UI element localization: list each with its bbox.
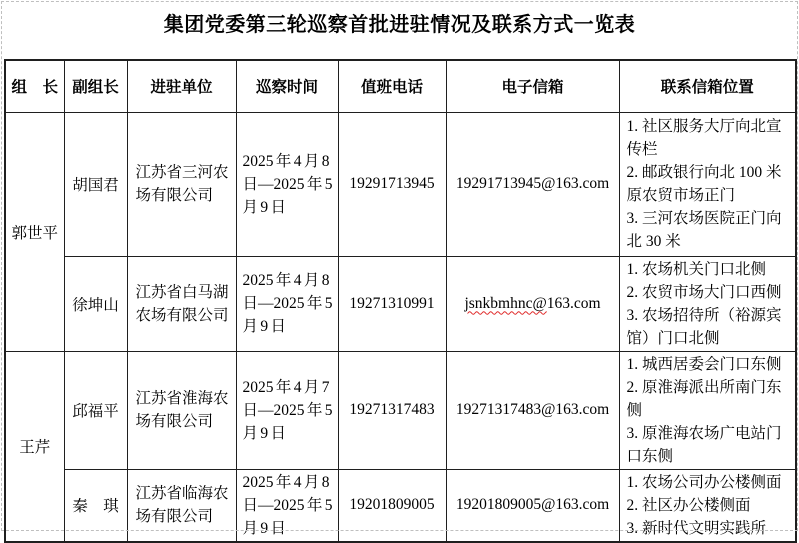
inspection-table	[4, 59, 797, 543]
location-item: 3. 原淮海农场广电站门口东侧	[626, 424, 782, 465]
location-item: 1. 农场机关门口北侧	[626, 260, 767, 278]
period-cell: 2025 年 4 月 8 日—2025 年 5 月 9 日	[236, 256, 338, 351]
location-item: 2. 社区办公楼侧面	[626, 496, 751, 514]
leader-name-cell: 郭世平	[5, 112, 64, 351]
table-row	[5, 351, 796, 469]
location-item: 3. 农场招待所（裕源宾馆）门口北侧	[626, 306, 782, 347]
unit-cell: 江苏省三河农场有限公司	[127, 112, 236, 256]
location-item: 3. 新时代文明实践所	[626, 519, 767, 537]
table-row	[5, 469, 796, 542]
locations-cell	[619, 112, 796, 256]
phone-cell: 19201809005	[338, 469, 446, 542]
email-cell	[446, 256, 619, 351]
period-cell: 2025 年 4 月 8 日—2025 年 5 月 9 日	[236, 112, 338, 256]
locations-cell	[619, 256, 796, 351]
location-item: 1. 农场公司办公楼侧面	[626, 473, 782, 491]
unit-cell: 江苏省临海农场有限公司	[127, 469, 236, 542]
location-item: 3. 三河农场医院正门向北 30 米	[626, 210, 782, 250]
unit-cell: 江苏省白马湖农场有限公司	[127, 256, 236, 351]
locations-cell	[619, 351, 796, 469]
location-item: 2. 原淮海派出所南门东侧	[626, 378, 782, 419]
period-cell: 2025 年 4 月 7 日—2025 年 5 月 9 日	[236, 351, 338, 469]
location-item: 2. 邮政银行向北 100 米原农贸市场正门	[626, 164, 782, 204]
locations-cell	[619, 469, 796, 542]
header-cell-email: 电子信箱	[446, 60, 619, 112]
table-row	[5, 112, 796, 256]
email-misspelled-part: jsnkbmhnc@	[464, 294, 547, 312]
phone-cell: 19271317483	[338, 351, 446, 469]
unit-cell: 江苏省淮海农场有限公司	[127, 351, 236, 469]
table-header-row	[5, 60, 796, 112]
email-cell: 19291713945@163.com	[446, 112, 619, 256]
page-title: 集团党委第三轮巡察首批进驻情况及联系方式一览表	[163, 14, 636, 36]
email-cell: 19201809005@163.com	[446, 469, 619, 542]
header-cell-period: 巡察时间	[236, 60, 338, 112]
header-cell-unit: 进驻单位	[127, 60, 236, 112]
location-item: 2. 农贸市场大门口西侧	[626, 283, 782, 301]
header-cell-deputy: 副组长	[64, 60, 127, 112]
table-row	[5, 256, 796, 351]
period-cell: 2025 年 4 月 8 日—2025 年 5 月 9 日	[236, 469, 338, 542]
location-item: 1. 社区服务大厅向北宣传栏	[626, 118, 782, 158]
leader-name-cell: 王芹	[5, 351, 64, 542]
phone-cell: 19271310991	[338, 256, 446, 351]
deputy-name-cell: 徐坤山	[64, 256, 127, 351]
location-item: 1. 城西居委会门口东侧	[626, 355, 782, 373]
deputy-name-cell: 秦 琪	[64, 469, 127, 542]
email-cell: 19271317483@163.com	[446, 351, 619, 469]
header-cell-leader: 组 长	[5, 60, 64, 112]
phone-cell: 19291713945	[338, 112, 446, 256]
email-domain-part: 163.com	[546, 294, 601, 312]
header-cell-location: 联系信箱位置	[619, 60, 796, 112]
deputy-name-cell: 邱福平	[64, 351, 127, 469]
deputy-name-cell: 胡国君	[64, 112, 127, 256]
header-cell-phone: 值班电话	[338, 60, 446, 112]
